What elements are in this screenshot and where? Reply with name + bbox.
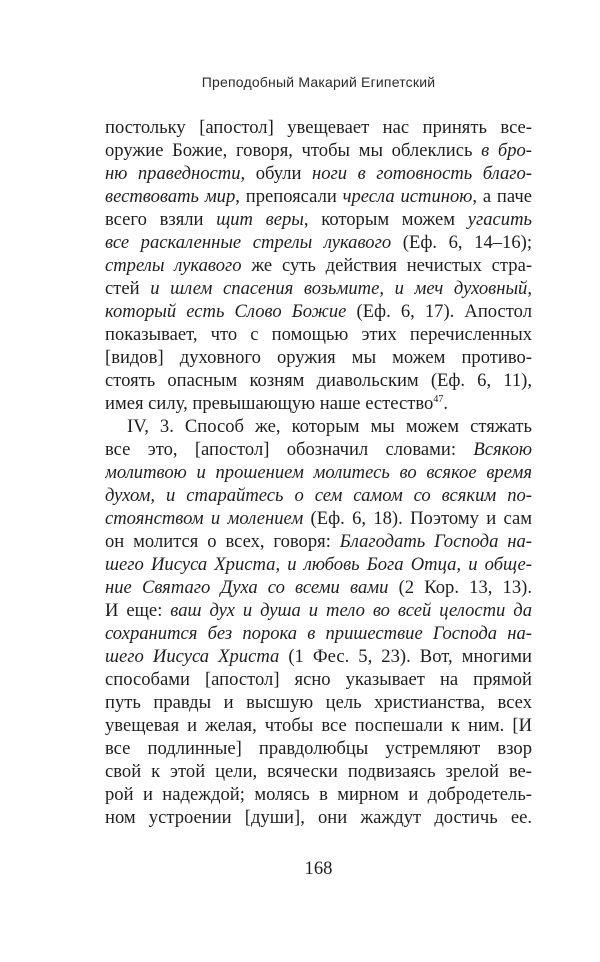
text-line (105, 208, 532, 231)
text-segment: же суть действия нечистых стра- (241, 255, 532, 276)
text-segment: ном устроении [души], они жаждут достичь ее. (105, 807, 532, 828)
text-segment: И еще: (105, 600, 171, 621)
text-segment: , а паче (472, 186, 532, 207)
italic-quote-segment: стоянством и молением (105, 508, 304, 529)
italic-quote-segment: Всякою (473, 439, 532, 460)
body-text (105, 116, 532, 829)
text-line (105, 162, 532, 185)
italic-quote-segment: и шлем спасения возьмите, и меч духовный, (150, 278, 532, 299)
running-title: Преподобный Макарий Египетский (201, 74, 436, 90)
italic-quote-segment: который есть Слово Божие (105, 301, 347, 322)
text-line (105, 300, 532, 323)
italic-quote-segment: все раскаленные стрелы лукавого (105, 232, 392, 253)
text-segment: всего взяли (105, 209, 217, 230)
text-line (105, 484, 532, 507)
text-line (105, 139, 532, 162)
text-segment: все это, [апостол] обозначил словами: (105, 439, 474, 460)
text-line (105, 645, 532, 668)
text-segment: (Еф. 6, 18). Поэтому и сам (303, 508, 532, 529)
text-line (105, 438, 532, 461)
text-line (105, 530, 532, 553)
text-segment: постольку [апостол] увещевает нас принять все- (105, 117, 532, 138)
italic-quote-segment: духом, и старайтесь о сем самом со всяким по- (105, 485, 532, 506)
italic-quote-segment: в бро- (481, 140, 532, 161)
text-segment: IV, 3. Способ же, которым мы можем стяжать (127, 416, 532, 437)
italic-quote-segment: ноги в готовность благо- (312, 163, 532, 184)
italic-quote-segment: ню праведности (105, 163, 241, 184)
text-segment: увещевая и желая, чтобы все поспешали к ним. [И (105, 715, 532, 736)
text-line (105, 806, 532, 829)
italic-quote-segment: чресла истиною (342, 186, 473, 207)
text-segment: (1 Фес. 5, 23). Вот, многими (279, 646, 532, 667)
italic-quote-segment: Благодать Господа на- (339, 531, 532, 552)
text-line (105, 714, 532, 737)
text-line (105, 323, 532, 346)
text-segment: . (443, 393, 448, 414)
text-segment: все подлинные] правдолюбцы устремляют взор (105, 738, 532, 759)
italic-quote-segment: щит веры (216, 209, 304, 230)
text-line (105, 599, 532, 622)
text-line (105, 346, 532, 369)
text-segment: путь правды и высшую цель христианства, всех (105, 692, 532, 713)
italic-quote-segment: сохранится без порока в пришествие Господа на- (105, 623, 532, 644)
text-segment: (Еф. 6, 14–16); (391, 232, 532, 253)
text-line (105, 392, 532, 415)
footnote-reference: 47 (433, 394, 444, 405)
text-segment: , обули (240, 163, 312, 184)
text-segment: , которым можем (303, 209, 468, 230)
text-segment: [видов] духовного оружия мы можем противо- (105, 347, 532, 368)
italic-quote-segment: молитвою и прошением молитесь во всякое время (105, 462, 532, 483)
text-line (105, 668, 532, 691)
text-line (105, 622, 532, 645)
italic-quote-segment: стрелы лукавого (105, 255, 242, 276)
text-line (105, 254, 532, 277)
text-line (105, 760, 532, 783)
italic-quote-segment: вествовать мир (105, 186, 236, 207)
text-line (105, 369, 532, 392)
text-line (105, 185, 532, 208)
italic-quote-segment: ние Святаго Духа со всеми вами (105, 577, 389, 598)
text-segment: показывает, что с помощью этих перечисленных (105, 324, 532, 345)
text-line (105, 277, 532, 300)
text-segment: (Еф. 6, 17). Апостол (346, 301, 532, 322)
text-segment: рой и надеждой; молясь в мирном и добродетель- (105, 784, 532, 805)
text-line (105, 737, 532, 760)
text-segment: (2 Кор. 13, 13). (388, 577, 532, 598)
text-line (105, 783, 532, 806)
paragraph-1 (105, 116, 532, 415)
text-line (105, 507, 532, 530)
text-line (105, 415, 532, 438)
italic-quote-segment: шего Иисуса Христа (105, 646, 280, 667)
text-line (105, 116, 532, 139)
text-segment: , препоясали (235, 186, 343, 207)
text-segment: оружие Божие, говоря, чтобы мы облеклись (105, 140, 482, 161)
text-line (105, 691, 532, 714)
text-segment: имея силу, превышающую наше естество (105, 393, 434, 414)
text-segment: свой к этой цели, всячески подвизаясь зрелой ве- (105, 761, 532, 782)
text-segment: способами [апостол] ясно указывает на прямой (105, 669, 532, 690)
text-segment: он молится о всех, говоря: (105, 531, 340, 552)
italic-quote-segment: ваш дух и душа и тело во всей целости да (170, 600, 532, 621)
italic-quote-segment: шего Иисуса Христа, и любовь Бога Отца, и обще- (105, 554, 532, 575)
text-line (105, 231, 532, 254)
text-line (105, 553, 532, 576)
text-line (105, 461, 532, 484)
page-number: 168 (304, 858, 333, 879)
italic-quote-segment: угасить (467, 209, 532, 230)
paragraph-2 (105, 415, 532, 829)
text-segment: стоять опасным козням диавольским (Еф. 6, 11), (105, 370, 532, 391)
text-segment: стей (105, 278, 151, 299)
text-line (105, 576, 532, 599)
